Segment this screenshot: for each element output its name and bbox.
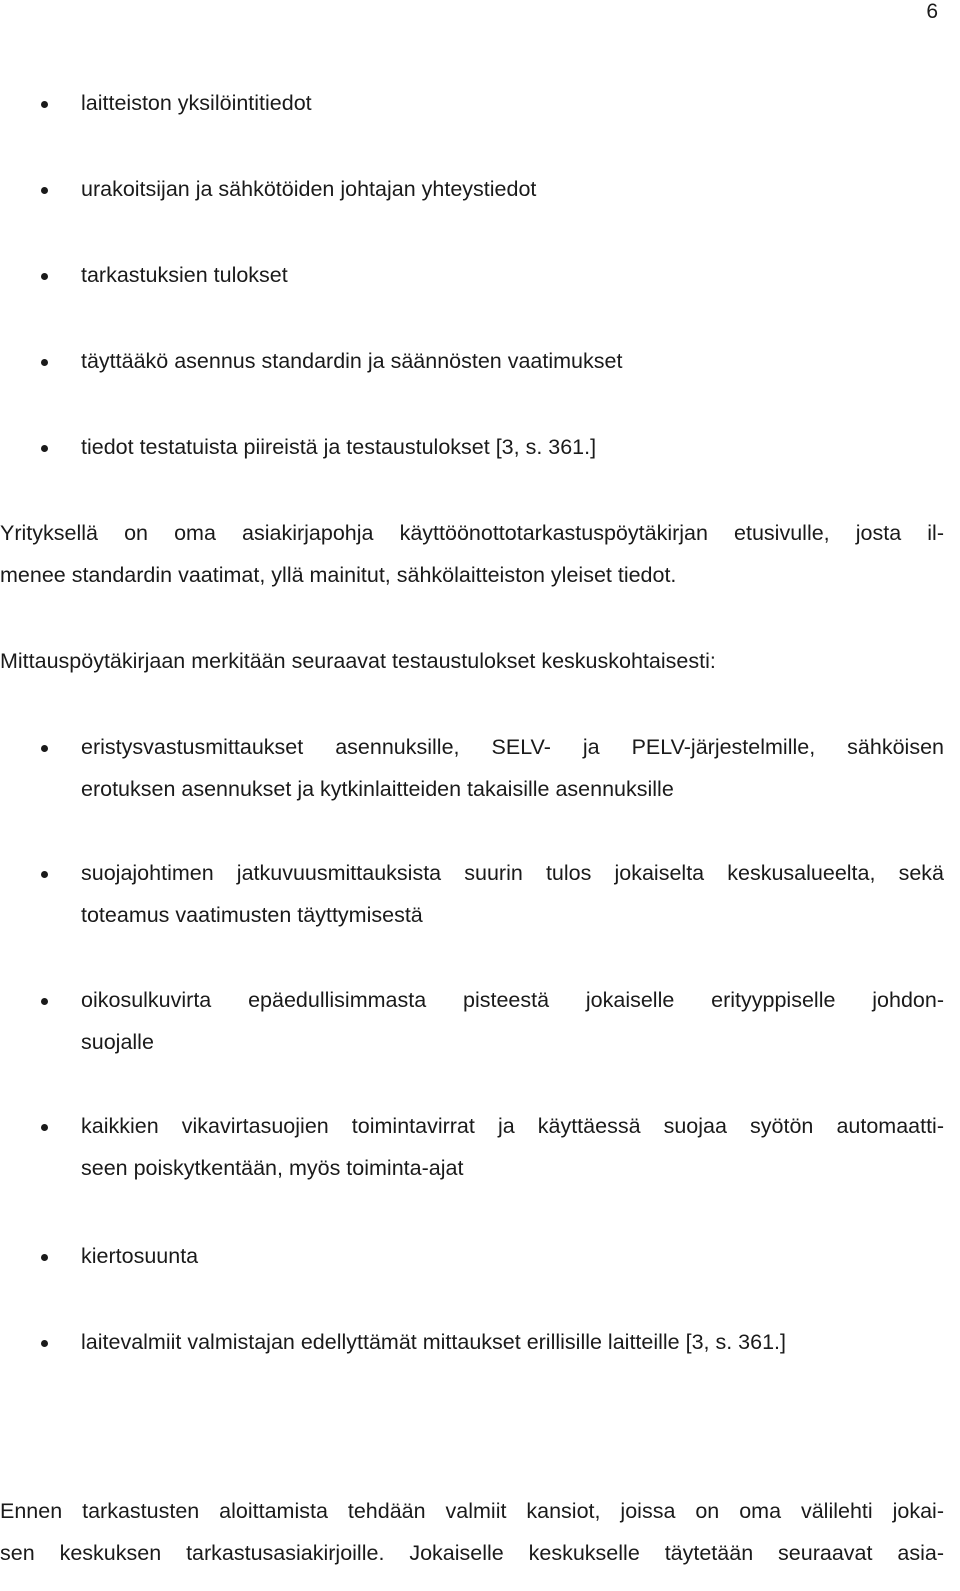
bullet-icon bbox=[41, 1254, 48, 1261]
bullet-icon bbox=[41, 871, 48, 878]
bullet-icon bbox=[41, 445, 48, 452]
list-item-text: kaikkien vikavirtasuojien toimintavirrat ja käyttäessä suojaa syötön automaatti- bbox=[81, 1114, 944, 1138]
list-item-text: oikosulkuvirta epäedullisimmasta pisteestä jokaiselle erityyppiselle johdon- bbox=[81, 988, 944, 1012]
paragraph-line: sen keskuksen tarkastusasiakirjoille. Jokaiselle keskukselle täytetään seuraavat asia- bbox=[0, 1541, 944, 1565]
bullet-icon bbox=[41, 1340, 48, 1347]
bullet-icon bbox=[41, 187, 48, 194]
list-item-text: urakoitsijan ja sähkötöiden johtajan yhteystiedot bbox=[81, 177, 537, 201]
bullet-icon bbox=[41, 998, 48, 1005]
paragraph-measurement-intro: Mittauspöytäkirjaan merkitään seuraavat testaustulokset keskuskohtaisesti: bbox=[0, 649, 716, 673]
page-number: 6 bbox=[926, 0, 938, 23]
list-item-text: laitevalmiit valmistajan edellyttämät mittaukset erillisille laitteille [3, s. 361.] bbox=[81, 1330, 786, 1354]
list-item-text: kiertosuunta bbox=[81, 1244, 199, 1268]
list-item-text: erotuksen asennukset ja kytkinlaitteiden takaisille asennuksille bbox=[81, 777, 674, 801]
paragraph-line: Yrityksellä on oma asiakirjapohja käyttöönottotarkastuspöytäkirjan etusivulle, josta il- bbox=[0, 521, 944, 545]
list-item-text: täyttääkö asennus standardin ja säännösten vaatimukset bbox=[81, 349, 623, 373]
list-item-text: seen poiskytkentään, myös toiminta-ajat bbox=[81, 1156, 464, 1180]
bullet-icon bbox=[41, 359, 48, 366]
bullet-icon bbox=[41, 273, 48, 280]
bullet-icon bbox=[41, 101, 48, 108]
bullet-icon bbox=[41, 1124, 48, 1131]
paragraph-line: Ennen tarkastusten aloittamista tehdään valmiit kansiot, joissa on oma välilehti jokai- bbox=[0, 1499, 944, 1523]
list-item-text: tarkastuksien tulokset bbox=[81, 263, 288, 287]
paragraph-line: menee standardin vaatimat, yllä mainitut, sähkölaitteiston yleiset tiedot. bbox=[0, 563, 677, 587]
list-item-text: toteamus vaatimusten täyttymisestä bbox=[81, 903, 423, 927]
list-item-text: laitteiston yksilöintitiedot bbox=[81, 91, 312, 115]
list-item-text: suojalle bbox=[81, 1030, 154, 1054]
list-item-text: tiedot testatuista piireistä ja testaustulokset [3, s. 361.] bbox=[81, 435, 597, 459]
list-item-text: suojajohtimen jatkuvuusmittauksista suurin tulos jokaiselta keskusalueelta, sekä bbox=[81, 861, 944, 885]
list-item-text: eristysvastusmittaukset asennuksille, SELV- ja PELV-järjestelmille, sähköisen bbox=[81, 735, 944, 759]
bullet-icon bbox=[41, 745, 48, 752]
